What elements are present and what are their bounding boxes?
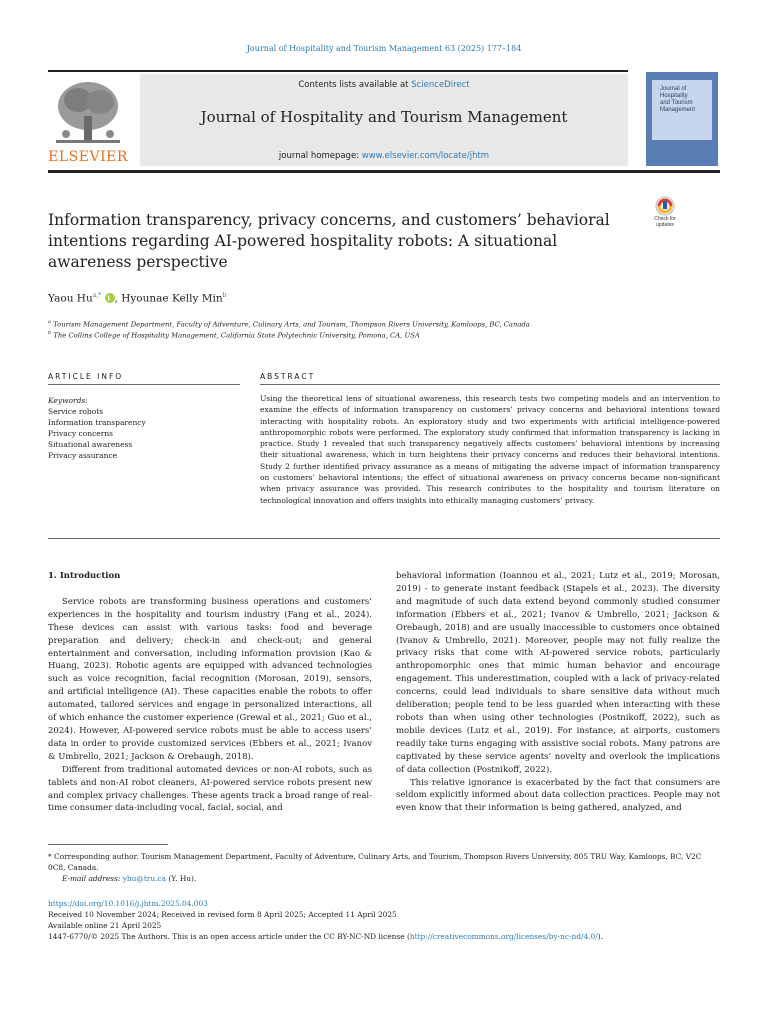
email-label: E-mail address: xyxy=(62,874,123,883)
footnotes xyxy=(48,851,720,884)
body-left-column xyxy=(48,570,372,815)
keywords-label: Keywords: xyxy=(48,396,88,405)
license-prefix: 1447-6770/© 2025 The Authors. This is an open access article under the CC BY-NC-ND license ( xyxy=(48,932,410,941)
keyword: Privacy assurance xyxy=(48,451,118,460)
title-line: intentions regarding AI-powered hospitality robots: A situational xyxy=(48,232,558,250)
homepage-link[interactable]: www.elsevier.com/locate/jhtm xyxy=(361,151,490,161)
cover-line: Journal of xyxy=(660,86,687,92)
check-updates-line1: Check for xyxy=(654,216,676,222)
author-sup[interactable]: b xyxy=(222,292,227,299)
journal-homepage xyxy=(140,151,628,161)
check-for-updates-button[interactable] xyxy=(646,196,684,230)
body-paragraph: Different from traditional automated devices or non-AI robots, such as tablets and non-AI robot cleaners, AI-powered service robots present new and complex privacy challenges. These agents track a broad range of real-time consumer data-including vocal, facial, social, and xyxy=(48,764,372,814)
email-link[interactable]: yhu@tru.ca xyxy=(122,874,166,883)
cover-line: Hospitality xyxy=(660,93,688,99)
cover-line: Management xyxy=(660,107,696,113)
affiliation-b xyxy=(48,330,728,339)
article-info-heading: ARTICLE INFO xyxy=(48,372,124,381)
keywords-block xyxy=(48,395,146,461)
received-dates: Received 10 November 2024; Received in revised form 8 April 2025; Accepted 11 April 2025 xyxy=(48,910,397,919)
title-line: Information transparency, privacy concerns, and customers’ behavioral xyxy=(48,211,610,229)
doi-link[interactable]: https://doi.org/10.1016/j.jhtm.2025.04.003 xyxy=(48,899,208,908)
affiliation-sup: b xyxy=(48,330,52,336)
email-line xyxy=(48,873,720,884)
available-online: Available online 21 April 2025 xyxy=(48,921,162,930)
keyword: Service robots xyxy=(48,407,104,416)
orcid-icon[interactable] xyxy=(105,293,115,303)
email-suffix: (Y. Hu). xyxy=(165,874,197,883)
check-updates-line2: updates xyxy=(656,221,674,228)
article-title xyxy=(48,210,628,273)
keyword: Situational awareness xyxy=(48,440,133,449)
contents-available xyxy=(140,80,628,90)
author-sup[interactable]: a,* xyxy=(92,292,102,299)
affiliation-text: Tourism Management Department, Faculty of Adventure, Culinary Arts, and Tourism, Thompson Rivers University, Kamloops, BC, Canada xyxy=(53,320,530,329)
article-info-rule xyxy=(48,384,240,385)
affiliation-a xyxy=(48,319,728,328)
journal-cover-image[interactable] xyxy=(646,72,718,166)
body-paragraph: behavioral information (Ioannou et al., 2021; Lutz et al., 2019; Morosan, 2019) - to generate instant feedback (Stapels et al., 2023). The diversity and magnitude of such data extend beyond commonly studied consumer information (Ebbers et al., 2021; Ivanov & Umbrello, 2021; Jackson & Orebaugh, 2018) and are usually inaccessible to customers once obtained (Ivanov & Umbrello, 2021). Moreover, people may not fully realize the privacy risks that come with AI-powered service robots, particularly anthropomorphic ones that mimic human behavior and encourage engagement. This underestimation, coupled with a lack of privacy-related concerns, could lead individuals to share sensitive data without much deliberation; people tend to be less guarded when interacting with these robots than when using other technologies (Postnikoff, 2022), such as mobile devices (Lutz et al., 2019). For instance, at airports, customers readily take turns engaging with assistive social robots. Many patrons are captivated by these service agents’ novelty and overlook the implications of data collection (Postnikoff, 2022). xyxy=(396,571,720,775)
affiliation-text: The Collins College of Hospitality Management, California State Polytechnic University, Pomona, CA, USA xyxy=(53,331,420,340)
header-bottom-rule xyxy=(48,170,720,173)
abstract-heading: ABSTRACT xyxy=(260,372,316,381)
keyword: Privacy concerns xyxy=(48,429,114,438)
footnote-rule xyxy=(48,844,168,845)
homepage-prefix: journal homepage: xyxy=(278,151,362,161)
license-link[interactable]: http://creativecommons.org/licenses/by-nc-nd/4.0/ xyxy=(409,932,598,941)
body-paragraph: This relative ignorance is exacerbated by the fact that consumers are seldom explicitly informed about data collection practices. People may not even know that their information is being gathered, analyzed, and xyxy=(396,777,720,814)
cover-line: and Tourism xyxy=(660,100,693,106)
corresponding-author-note: * Corresponding author. Tourism Management Department, Faculty of Adventure, Culinary Arts, and Tourism, Thompson Rivers University, 805 TRU Way, Kamloops, BC, V2C 0C8, Canada. xyxy=(48,852,702,872)
abstract-rule xyxy=(260,384,720,385)
journal-reference[interactable]: Journal of Hospitality and Tourism Management 63 (2025) 177–184 xyxy=(246,44,522,53)
keyword: Information transparency xyxy=(48,418,146,427)
license-line xyxy=(48,931,720,942)
sciencedirect-link[interactable]: ScienceDirect xyxy=(411,80,470,90)
affiliation-sup: a xyxy=(48,319,51,325)
author-name[interactable]: Yaou Hu xyxy=(48,292,93,305)
title-line: awareness perspective xyxy=(48,253,228,271)
journal-title: Journal of Hospitality and Tourism Management xyxy=(200,108,568,126)
publisher-name: ELSEVIER xyxy=(48,149,128,165)
publication-info xyxy=(48,898,720,942)
body-right-column xyxy=(396,570,720,815)
body-paragraph: Service robots are transforming business operations and customers’ experiences in the hospitality and tourism industry (Fang et al., 2024). These devices can assist with various tasks: food and beverage preparation and delivery; check-in and check-out; and general entertainment and conversation, including information provision (Kao & Huang, 2023). Robotic agents are equipped with advanced technologies such as voice recognition, facial recognition (Morosan, 2019), sensors, and artificial intelligence (AI). These capacities enable the robots to offer automated, tailored services and engage in personalized interactions, all of which enhance the customer experience (Grewal et al., 2021; Guo et al., 2024). However, AI-powered service robots must be able to access users’ data in order to provide customized services (Ebbers et al., 2021; Ivanov & Umbrello, 2021; Jackson & Orebaugh, 2018). xyxy=(48,596,372,762)
author-separator[interactable]: , Hyounae Kelly Min xyxy=(114,292,223,305)
cover-title xyxy=(660,86,695,114)
author-list xyxy=(48,292,226,305)
header-top-rule xyxy=(48,70,628,72)
section-heading: 1. Introduction xyxy=(48,571,121,581)
body-top-rule xyxy=(48,538,720,539)
license-suffix: ). xyxy=(597,932,603,941)
abstract-text: Using the theoretical lens of situational awareness, this research tests two competing models and an intervention to examine the effects of information transparency on customers’ privacy concerns and behavioral intentions toward interacting with hospitality robots. An exploratory study and two experiments with artificial intelligence-powered anthropomorphic robots were performed. The exploratory study confirmed that information transparency is lacking in practice. Study 1 revealed that such transparency negatively affects customers’ behavioral intentions by increasing their situational awareness, which in turn heightens their privacy concerns and reduces their behavioral intentions. Study 2 further identified privacy assurance as a means of mitigating the adverse impact of information transparency on customers’ behavioral intentions; the effect of situational awareness on privacy concerns became non-significant when privacy assurance was provided. This research contributes to the hospitality and tourism literature on technological innovation and offers insights into ethically managing customers’ privacy. xyxy=(260,394,720,505)
contents-prefix: Contents lists available at xyxy=(298,80,412,90)
